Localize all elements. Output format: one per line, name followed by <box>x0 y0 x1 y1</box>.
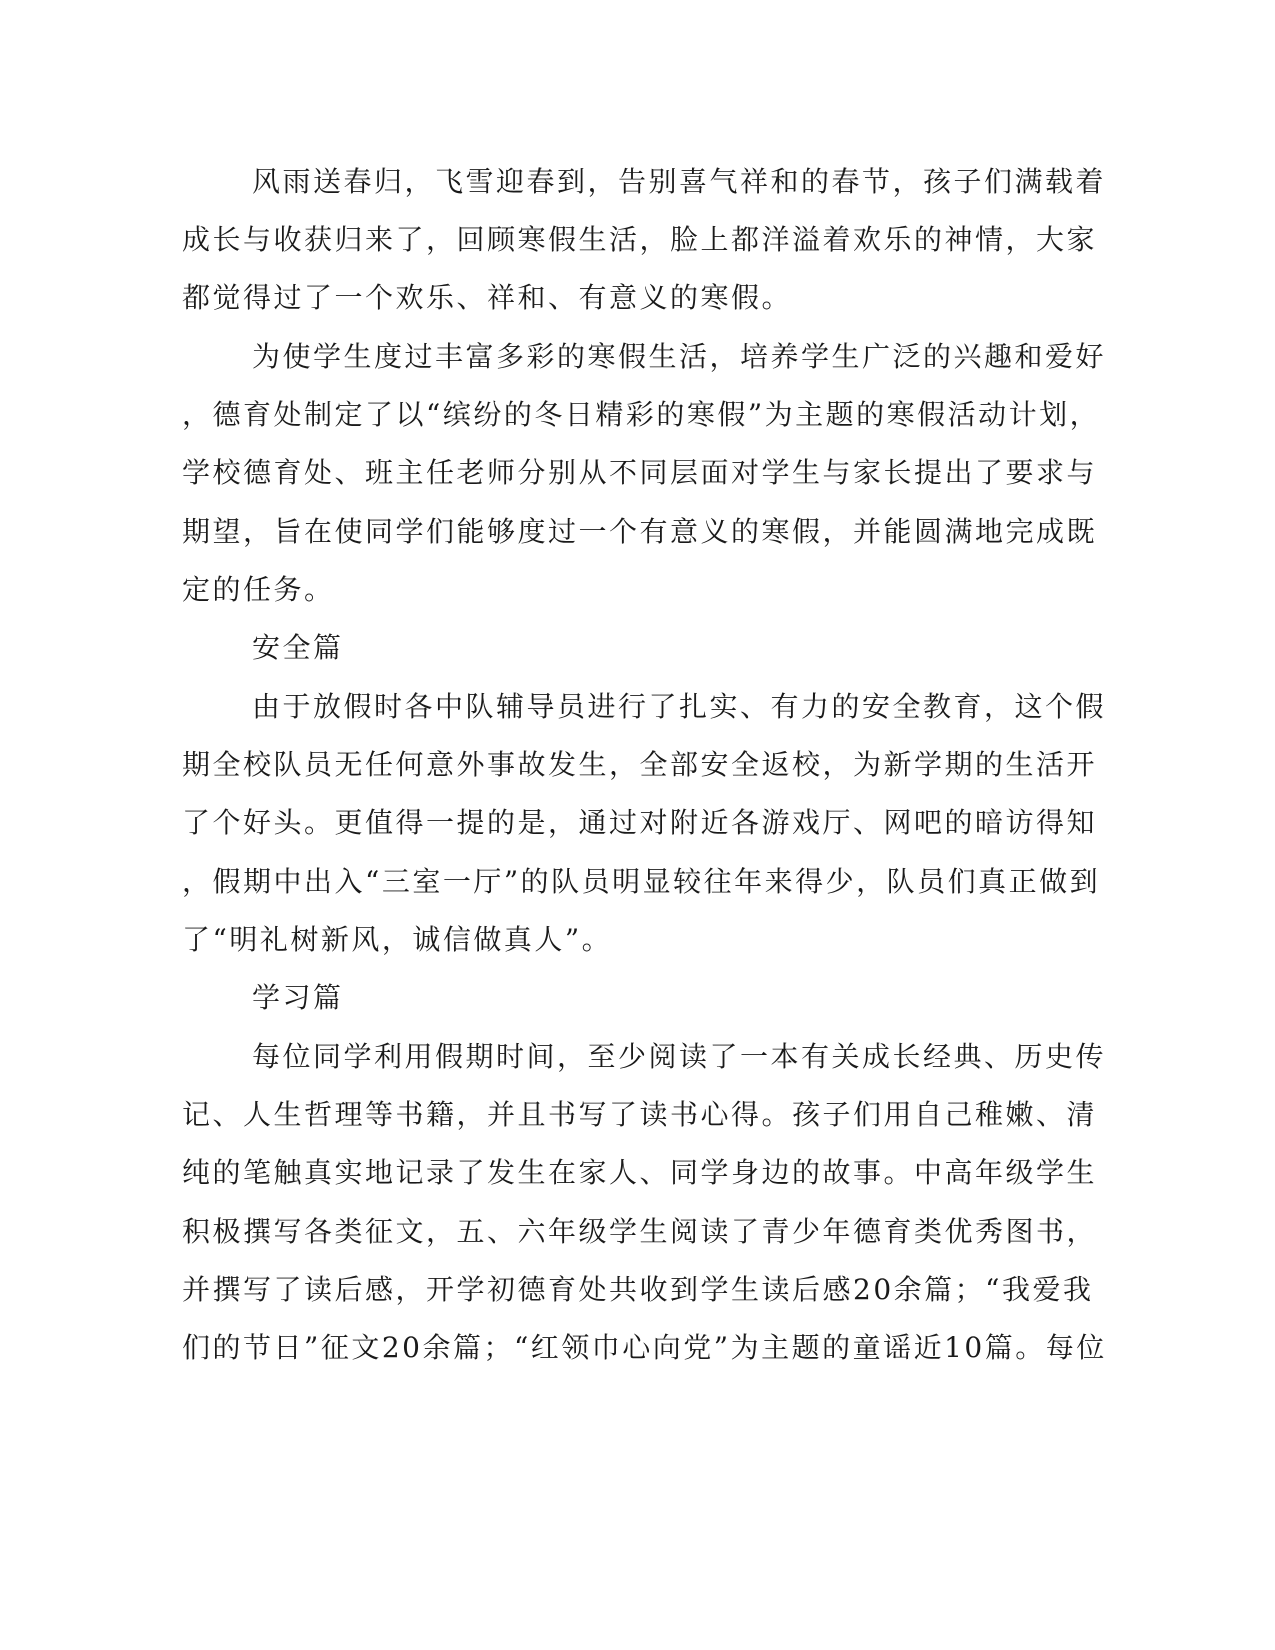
paragraph-2-line-3: 学校德育处、班主任老师分别从不同层面对学生与家长提出了要求与 <box>182 456 1098 489</box>
paragraph-2-line-1: 为使学生度过丰富多彩的寒假生活，培养学生广泛的兴趣和爱好 <box>252 340 1107 373</box>
paragraph-2-line-4: 期望，旨在使同学们能够度过一个有意义的寒假，并能圆满地完成既 <box>182 515 1098 548</box>
paragraph-3-line-5: 了“明礼树新风，诚信做真人”。 <box>182 923 613 956</box>
paragraph-1-line-2: 成长与收获归来了，回顾寒假生活，脸上都洋溢着欢乐的神情，大家 <box>182 223 1098 256</box>
paragraph-2-line-2: ，德育处制定了以“缤纷的冬日精彩的寒假”为主题的寒假活动计划， <box>182 398 1101 431</box>
paragraph-4-line-6: 们的节日”征文20余篇；“红领巾心向党”为主题的童谣近10篇。每位 <box>182 1331 1107 1364</box>
paragraph-3-line-3: 了个好头。更值得一提的是，通过对附近各游戏厅、网吧的暗访得知 <box>182 806 1098 839</box>
paragraph-3-line-4: ，假期中出入“三室一厅”的队员明显较往年来得少，队员们真正做到 <box>182 865 1101 898</box>
paragraph-2-line-5: 定的任务。 <box>182 573 335 606</box>
paragraph-1-line-1: 风雨送春归，飞雪迎春到，告别喜气祥和的春节，孩子们满载着 <box>252 165 1107 198</box>
paragraph-4-line-1: 每位同学利用假期时间，至少阅读了一本有关成长经典、历史传 <box>252 1040 1107 1073</box>
paragraph-4-line-4: 积极撰写各类征文，五、六年级学生阅读了青少年德育类优秀图书， <box>182 1215 1098 1248</box>
section-heading-study: 学习篇 <box>252 981 344 1014</box>
paragraph-4-line-5: 并撰写了读后感，开学初德育处共收到学生读后感20余篇；“我爱我 <box>182 1273 1094 1306</box>
paragraph-3-line-1: 由于放假时各中队辅导员进行了扎实、有力的安全教育，这个假 <box>252 690 1107 723</box>
section-heading-safety: 安全篇 <box>252 631 344 664</box>
paragraph-4-line-3: 纯的笔触真实地记录了发生在家人、同学身边的故事。中高年级学生 <box>182 1156 1098 1189</box>
paragraph-4-line-2: 记、人生哲理等书籍，并且书写了读书心得。孩子们用自己稚嫩、清 <box>182 1098 1098 1131</box>
paragraph-3-line-2: 期全校队员无任何意外事故发生，全部安全返校，为新学期的生活开 <box>182 748 1098 781</box>
paragraph-1-line-3: 都觉得过了一个欢乐、祥和、有意义的寒假。 <box>182 281 793 314</box>
